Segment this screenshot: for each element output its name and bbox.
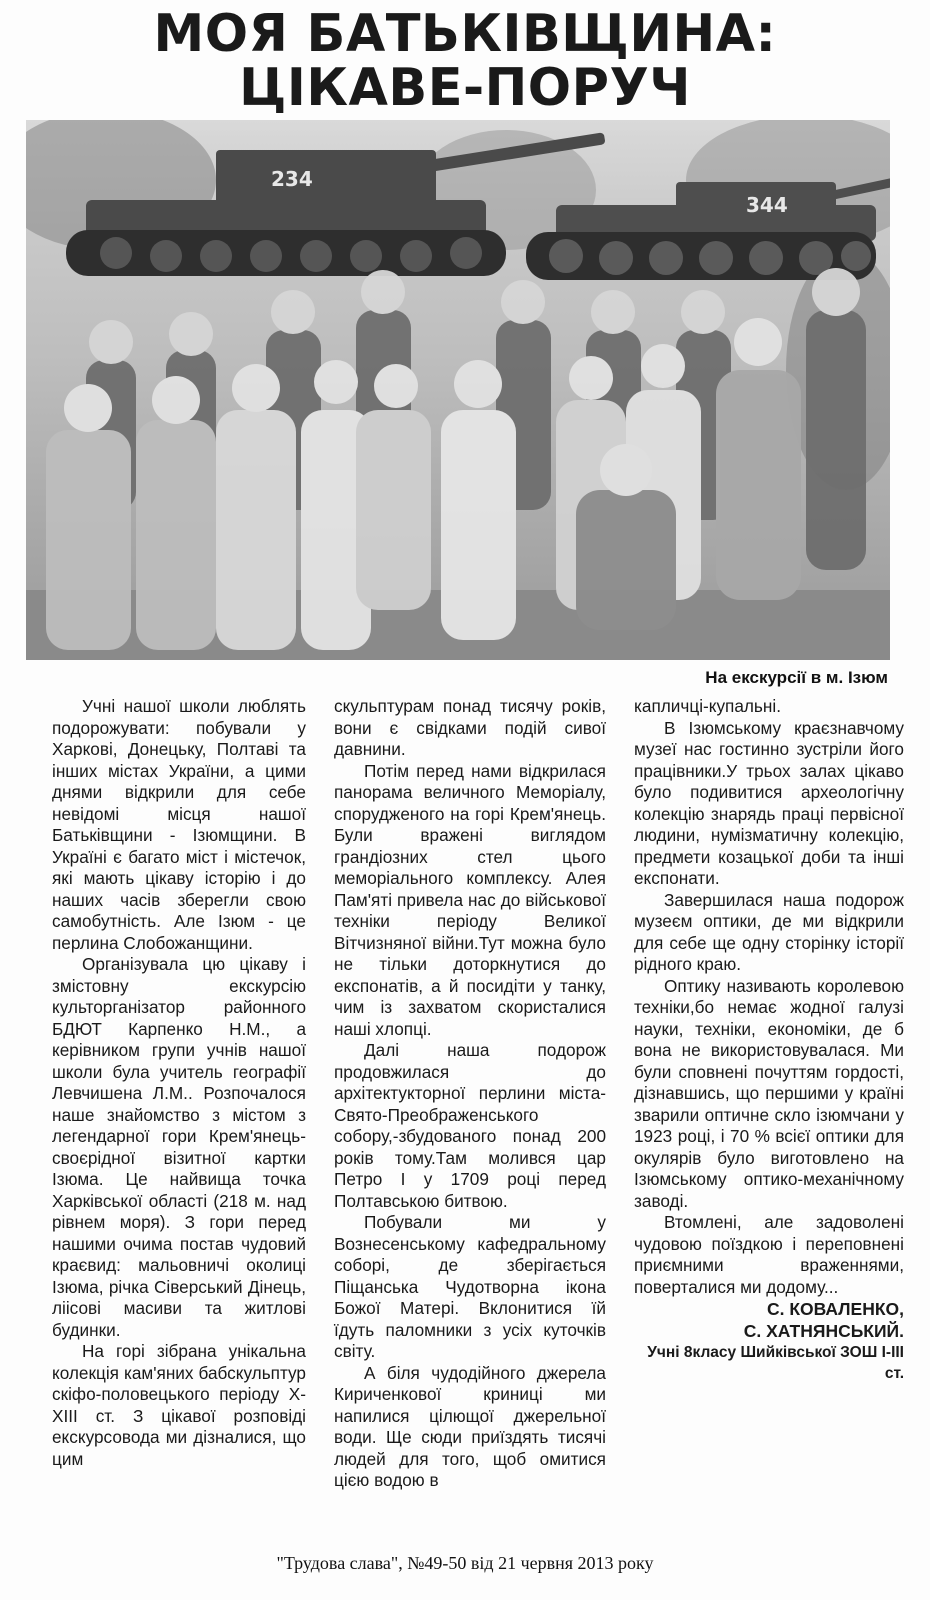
paragraph: Потім перед нами відкрилася панорама величного Меморіалу, спорудженого на горі Крем'янець. Були вражені виглядом грандіозних стел цього меморіального комплексу. Алея Пам'яті привела нас до військової техніки періоду Великої Вітчизняної війни.Тут можна було не тільки доторкнутися до експонатів, а й посидіти у танку, чим із захватом скористалися наші хлопці.	[334, 760, 606, 1039]
article-column-3	[634, 696, 904, 1384]
excursion-photo	[26, 120, 890, 660]
paragraph: А біля чудодійного джерела Кириченкової криниці ми напилися цілющої джерельної води. Ще сюди приїздять тисячі людей для того, щоб омитися цією водою в	[334, 1362, 606, 1490]
paragraph: Далі наша подорож продовжилася до архітектукторної перлини міста-Свято-Преображенського собору,-збудованого понад 200 років тому.Там молився цар Петро I у 1709 році перед Полтавською битвою.	[334, 1040, 606, 1211]
paragraph: Втомлені, але задоволені чудовою поїздкою і переповнені приємними враженнями, поверталися ми додому...	[634, 1212, 904, 1297]
author-1: С. КОВАЛЕНКО,	[766, 1299, 904, 1319]
group-of-people	[46, 268, 866, 650]
paragraph: капличці-купальні.	[634, 696, 781, 716]
headline-line-1: МОЯ БАТЬКІВЩИНА:	[153, 4, 777, 64]
paragraph: Оптику називають королевою техніки,бо немає жодної галузі науки, техніки, економіки, де б вона не використовувалася. Ми були сповнені почуттям гордості, дізнавшись, що першими у країні зварили оптичне скло ізюмчани у 1923 році, і 70 % всієї оптики для окулярів було виготовлено на Ізюмському оптико-механічному заводі.	[634, 975, 904, 1211]
photo-caption: На екскурсії в м. Ізюм	[705, 668, 888, 687]
paragraph: Побували ми у Вознесенському кафедральному соборі, де зберігається Піщанська Чудотворна ікона Божої Матері. Вклонитися їй їдуть паломники з усіх куточків світу.	[334, 1212, 606, 1361]
paragraph: скульптурам понад тисячу років, вони є свідками подій сивої давнини.	[334, 696, 606, 759]
paragraph: Учні нашої школи люблять подорожувати: побували у Харкові, Донецьку, Полтаві та інших містах України, а цими днями відкрили для себе невідомі місця нашої Батьківщини - Ізюмщини. В Україні є багато міст і містечок, які мають цікаву історію і до наших часів зберегли свою самобутність. Але Ізюм - це перлина Слобожанщини.	[52, 696, 306, 953]
headline-line-2: ЦІКАВЕ-ПОРУЧ	[239, 58, 691, 118]
tank-right-number: 344	[746, 193, 788, 217]
paragraph: Завершилася наша подорож музеєм оптики, де ми відкрили для себе ще одну сторінку історії рідного краю.	[634, 889, 904, 974]
photo-illustration	[26, 120, 890, 660]
publication-footer: "Трудова слава", №49-50 від 21 червня 2013 року	[276, 1553, 654, 1573]
article-column-2	[334, 696, 606, 1492]
authors-note: Учні 8класу Шийківської ЗОШ I-III ст.	[647, 1344, 904, 1382]
paragraph: На горі зібрана унікальна колекція кам'яних бабскульптур скіфо-половецького періоду X-XIII ст. З цікавої розповіді екскурсовода ми дізналися, що цим	[52, 1341, 306, 1469]
tank-left-number: 234	[271, 167, 313, 191]
author-2: С. ХАТНЯНСЬКИЙ.	[743, 1321, 904, 1341]
paragraph: Організувала цю цікаву і змістовну екскурсію культорганізатор районного БДЮТ Карпенко Н.М., а керівником групи учнів нашої школи була учитель географії Левчишена Л.М.. Розпочалося наше знайомство з містом з легендарної гори Крем'янець-своєрідної візитної картки Ізюма. Це найвища точка Харківської області (218 м. над рівнем моря). З гори перед нашими очима постав чудовий краєвид: мальовничі околиці Ізюма, річка Сіверський Дінець, ліісові масиви та житлові будинки.	[52, 954, 306, 1340]
article-column-1	[52, 696, 306, 1470]
paragraph: В Ізюмському краєзнавчому музеї нас гостинно зустріли його працівники.У трьох залах цікаво було подивитися археологічну колекцію знарядь праці первісної людини, нумізматичну колекцію, предмети козацької доби та інші експонати.	[634, 717, 904, 888]
